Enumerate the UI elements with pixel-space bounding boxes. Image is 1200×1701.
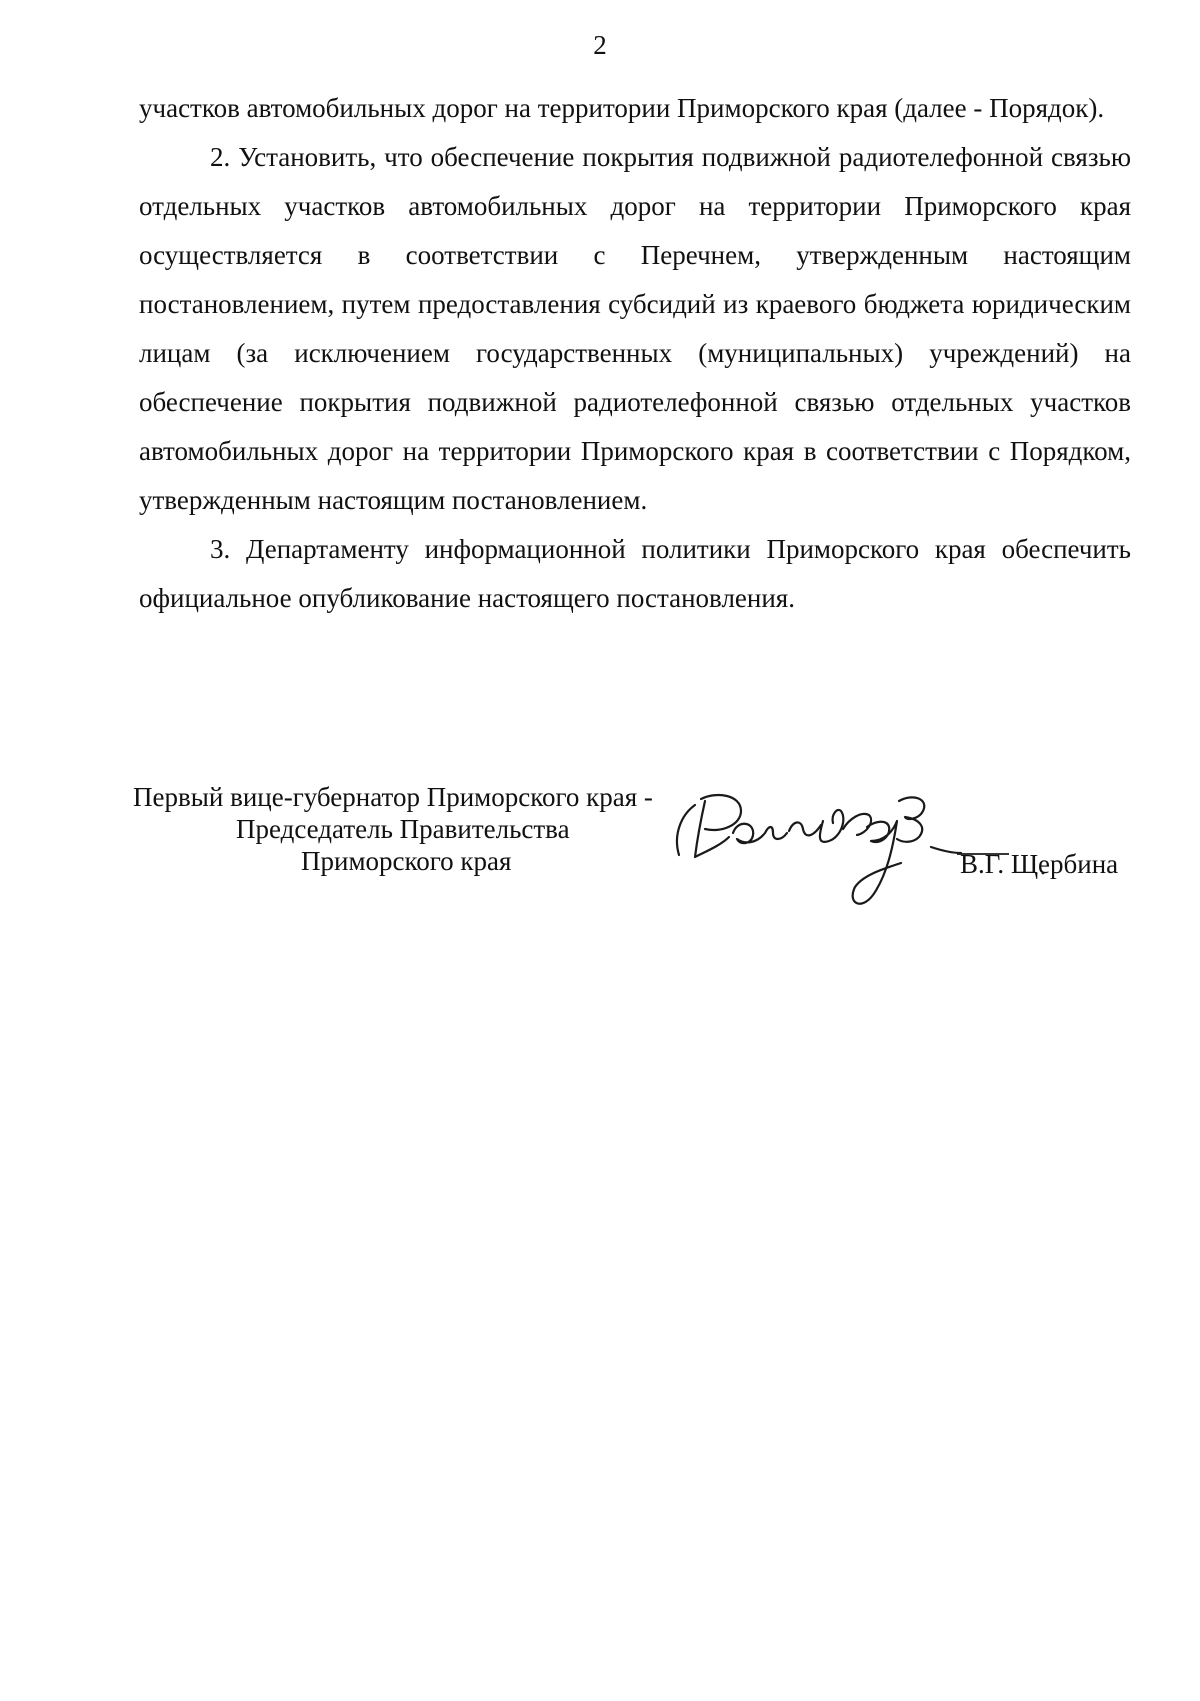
paragraph-item-2: 2. Установить, что обеспечение покрытия подвижной радиотелефонной связью отдельных участков автомобильных дорог на территории Приморского края осуществляется в соответствии с Перечнем, утвержденным настоящим постановлением, путем предоставления субсидий из краевого бюджета юридическим лицам (за исключением государственных (муниципальных) учреждений) на обеспечение покрытия подвижной радиотелефонной связью отдельных участков автомобильных дорог на территории Приморского края в соответствии с Порядком, утвержденным настоящим постановлением. (139, 142, 1131, 515)
paragraph-continuation: участков автомобильных дорог на территории Приморского края (далее - Порядок). (139, 93, 1105, 123)
signatory-title-line: Приморского края (301, 846, 512, 876)
signature-block (133, 781, 1133, 921)
signatory-name: В.Г. Щербина (960, 849, 1119, 879)
page-number: 2 (593, 30, 607, 60)
paragraph-item-3: 3. Департаменту информационной политики Приморского края обеспечить официальное опубликование настоящего постановления. (139, 534, 1131, 613)
signatory-title-line: Первый вице-губернатор Приморского края - (133, 782, 653, 812)
signatory-title-line: Председатель Правительства (236, 814, 570, 844)
document-body (139, 84, 1131, 623)
